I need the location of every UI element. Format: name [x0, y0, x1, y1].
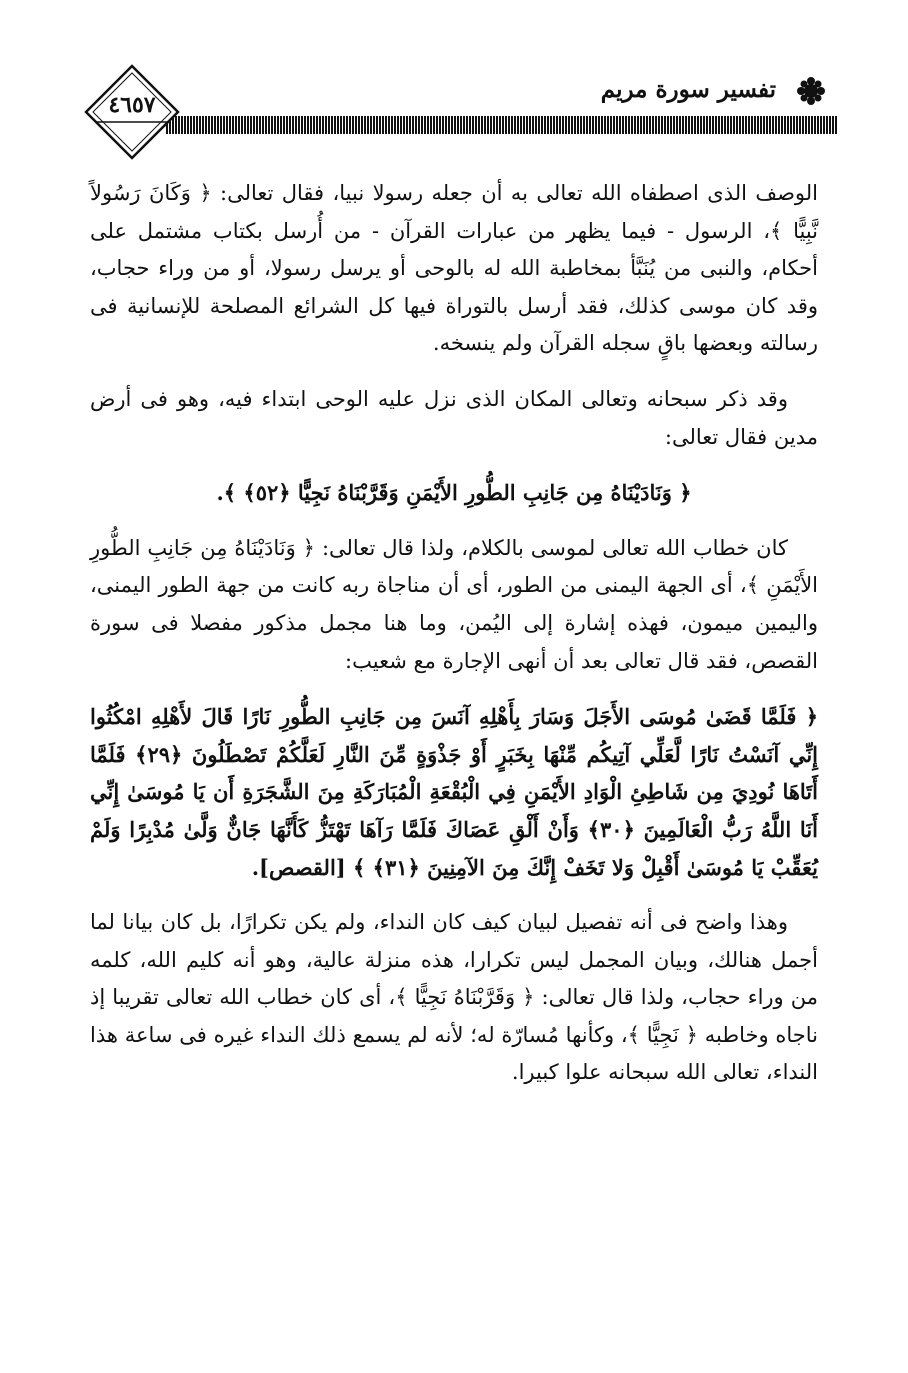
- flower-ornament-icon: [796, 76, 826, 106]
- paragraph-1: الوصف الذى اصطفاه الله تعالى به أن جعله رسولا نبيا، فقال تعالى: ﴿ وَكَانَ رَسُولاً نَّبِيًّا ﴾، الرسول - فيما يظهر من عبارات القرآن - من أُرسل بكتاب مشتمل على أحكام، والنبى من يُنَبَّأ بمخاطبة الله له بالوحى أو يرسل رسولا، أو من وراء حجاب، وقد كان موسى كذلك، فقد أرسل بالتوراة فيها كل الشرائع المصلحة للإنسانية فى رسالته وبعضها باقٍ سجله القرآن ولم ينسخه.: [90, 181, 818, 356]
- quran-verse-52: ﴿ وَنَادَيْنَاهُ مِن جَانِبِ الطُّورِ الأَيْمَنِ وَقَرَّبْنَاهُ نَجِيًّا ﴿٥٢﴾ ﴾.: [216, 480, 692, 506]
- page-body: [90, 175, 818, 1110]
- paragraph-5: وهذا واضح فى أنه تفصيل لبيان كيف كان النداء، ولم يكن تكرارًا، بل كان بيانا لما أجمل هنالك، وبيان المجمل ليس تكرارا، هذه منزلة عالية، وهو أنه كليم الله، كلمه من وراء حجاب، ولذا قال تعالى: ﴿ وَقَرَّبْنَاهُ نَجِيًّا ﴾، أى كان خطاب الله تعالى تقريبا إذ ناجاه وخاطبه ﴿ نَجِيًّا ﴾، وكأنها مُسارّة له؛ لأنه لم يسمع ذلك النداء غيره فى ساعة هذا النداء، تعالى الله سبحانه علوا كبيرا.: [90, 910, 818, 1085]
- paragraph-2: وقد ذكر سبحانه وتعالى المكان الذى نزل عليه الوحى ابتداء فيه، وهو فى أرض مدين فقال تعالى:: [90, 386, 818, 449]
- header-rule: [166, 116, 838, 134]
- paragraph-3: كان خطاب الله تعالى لموسى بالكلام، ولذا قال تعالى: ﴿ وَنَادَيْنَاهُ مِن جَانِبِ الطُّورِ الأَيْمَنِ ﴾، أى الجهة اليمنى من الطور، أى أن مناجاة ربه كانت من جهة الطور اليمنى، واليمين ميمون، فهذه إشارة إلى اليُمن، وما هنا مجمل مذكور مفصلا فى سورة القصص، فقد قال تعالى بعد أن أنهى الإجارة مع شعيب:: [90, 535, 818, 673]
- header-title: تفسير سورة مريم: [600, 76, 776, 103]
- page-header: [0, 0, 908, 160]
- page-number: ٤٦٥٧: [108, 92, 156, 118]
- quran-verses-qasas: ﴿ فَلَمَّا قَضَىٰ مُوسَى الأَجَلَ وَسَارَ بِأَهْلِهِ آنَسَ مِن جَانِبِ الطُّورِ نَارًا قَالَ لأَهْلِهِ امْكُثُوا إِنِّي آنَسْتُ نَارًا لَّعَلِّي آتِيكُم مِّنْهَا بِخَبَرٍ أَوْ جَذْوَةٍ مِّنَ النَّارِ لَعَلَّكُمْ تَصْطَلُونَ ﴿٢٩﴾ فَلَمَّا أَتَاهَا نُودِيَ مِن شَاطِئِ الْوَادِ الأَيْمَنِ فِي الْبُقْعَةِ الْمُبَارَكَةِ مِنَ الشَّجَرَةِ أَن يَا مُوسَىٰ إِنِّي أَنَا اللَّهُ رَبُّ الْعَالَمِينَ ﴿٣٠﴾ وَأَنْ أَلْقِ عَصَاكَ فَلَمَّا رَآهَا تَهْتَزُّ كَأَنَّهَا جَانٌّ وَلَّىٰ مُدْبِرًا وَلَمْ يُعَقِّبْ يَا مُوسَىٰ أَقْبِلْ وَلا تَخَفْ إِنَّكَ مِنَ الآمِنِينَ ﴿٣١﴾ ﴾ [القصص].: [90, 704, 818, 880]
